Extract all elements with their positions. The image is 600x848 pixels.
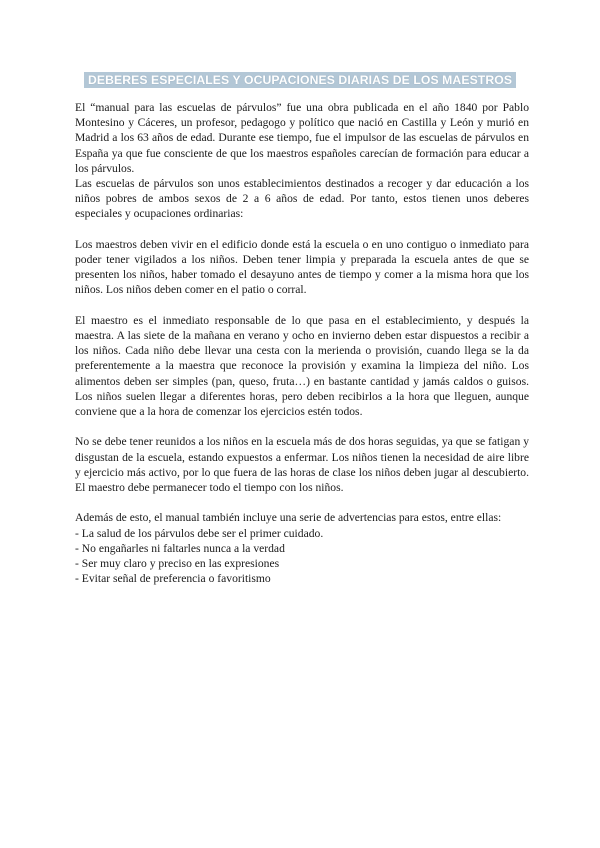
list-item: - La salud de los párvulos debe ser el primer cuidado. xyxy=(75,526,324,540)
list-item: - Evitar señal de preferencia o favoritismo xyxy=(75,572,271,586)
paragraph-spacer xyxy=(75,419,529,434)
list-item: - Ser muy claro y preciso en las expresiones xyxy=(75,557,280,571)
paragraph-spacer xyxy=(75,495,529,510)
advice-list xyxy=(75,526,529,587)
paragraph-schedule: No se debe tener reunidos a los niños en la escuela más de dos horas seguidas, ya que se fatigan y disgustan de la escuela, estando expuestos a enfermar. Los niños tienen la necesidad de aire libre y ejercicio más activo, por lo que fuera de las horas de clase los niños deben jugar al descubierto. El maestro debe permanecer todo el tiempo con los niños. xyxy=(75,435,529,495)
paragraph-housing: Los maestros deben vivir en el edificio donde está la escuela o en uno contiguo o inmediato para poder tener vigilados a los niños. Deben tener limpia y preparada la escuela antes de que se presenten los niños, haber tomado el desayuno antes de tiempo y comer a la misma hora que los niños. Los niños deben comer en el patio o corral. xyxy=(75,237,529,297)
document-title: DEBERES ESPECIALES Y OCUPACIONES DIARIAS DE LOS MAESTROS xyxy=(84,72,516,88)
document-body xyxy=(75,100,529,586)
paragraph-intro: El “manual para las escuelas de párvulos” fue una obra publicada en el año 1840 por Pablo Montesino y Cáceres, un profesor, pedagogo y político que nació en Castilla y León y murió en Madrid a los 63 años de edad. Durante ese tiempo, fue el impulsor de las escuelas de párvulos en España ya que fue consciente de que los maestros españoles carecían de formación para educar a los párvulos. xyxy=(75,101,529,175)
paragraph-spacer xyxy=(75,298,529,313)
paragraph-responsibility: El maestro es el inmediato responsable de lo que pasa en el establecimiento, y después la maestra. A las siete de la mañana en verano y ocho en invierno deben estar dispuestos a recibir a los niños. Cada niño debe llevar una cesta con la merienda o provisión, cuando llega se la da preferentemente a la maestra que reconoce la provisión y examina la limpieza del niño. Los alimentos deben ser simples (pan, queso, fruta…) en bastante cantidad y jamás caldos o guisos. Los niños suelen llegar a diferentes horas, pero deben recibirlos a la hora que lleguen, aunque conviene que a la hora de comenzar los ejercicios estén todos. xyxy=(75,313,529,419)
paragraph-advice-intro: Además de esto, el manual también incluye una serie de advertencias para estos, entre ellas: xyxy=(75,511,502,525)
title-container xyxy=(0,71,600,89)
list-item: - No engañarles ni faltarles nunca a la verdad xyxy=(75,541,285,555)
paragraph-schools: Las escuelas de párvulos son unos establecimientos destinados a recoger y dar educación a los niños pobres de ambos sexos de 2 a 6 años de edad. Por tanto, estos tienen unos deberes especiales y ocupaciones ordinarias: xyxy=(75,177,529,221)
paragraph-spacer xyxy=(75,222,529,237)
